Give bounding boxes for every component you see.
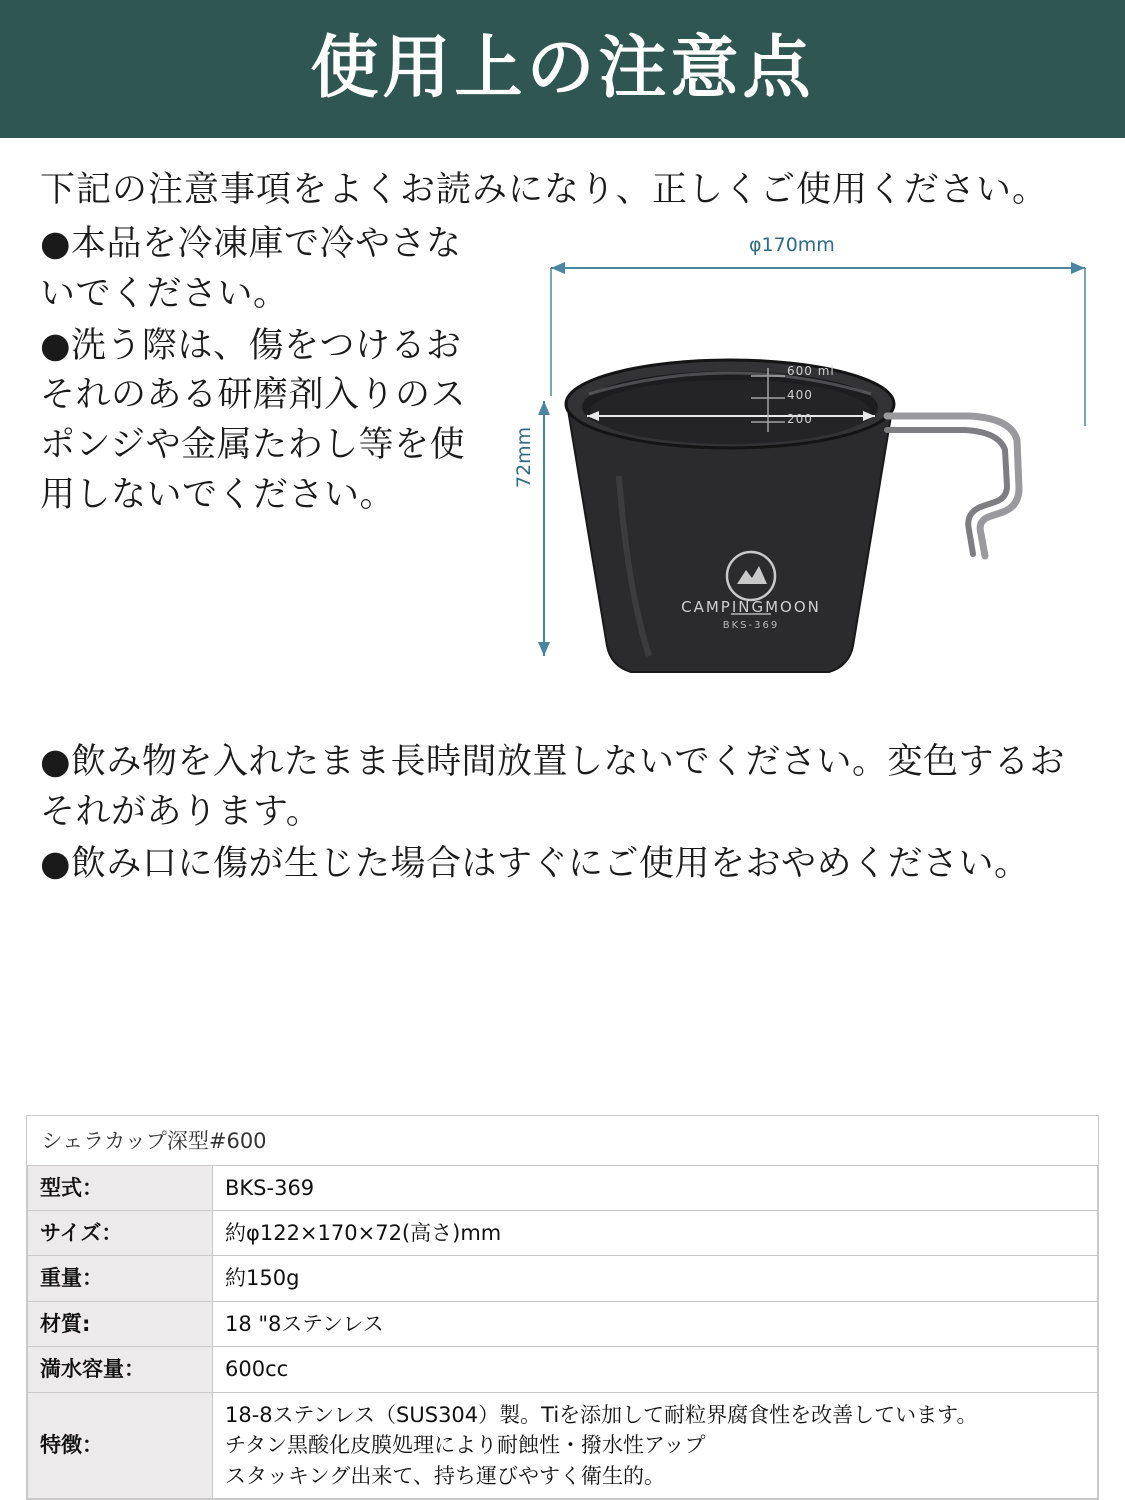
bullet-item: ●本品を冷凍庫で冷やさないでください。	[40, 224, 462, 314]
table-row	[28, 1347, 1098, 1392]
table-row	[28, 1210, 1098, 1255]
spec-key: 満水容量：	[28, 1347, 213, 1392]
spec-key: 重量：	[28, 1256, 213, 1301]
spec-value-line: チタン黒酸化皮膜処理により耐蝕性・撥水性アップ	[225, 1433, 706, 1458]
intro-text: 下記の注意事項をよくお読みになり、正しくご使用ください。	[40, 170, 1049, 210]
spec-value: 約150g	[213, 1256, 1098, 1301]
spec-key: 特徴：	[28, 1392, 213, 1498]
content-area	[0, 138, 1125, 1093]
spec-key: 材質:	[28, 1301, 213, 1346]
table-row	[28, 1392, 1098, 1498]
bullet-item: ●洗う際は、傷をつけるおそれのある研磨剤入りのスポンジや金属たわし等を使用しないでください。	[40, 325, 467, 515]
spec-value-multiline	[213, 1392, 1098, 1498]
model-label: BKS-369	[722, 620, 780, 632]
spec-table-title: シェラカップ深型#600	[28, 1116, 1098, 1165]
spec-value: 600cc	[213, 1347, 1098, 1392]
dimension-left-label: 72mm	[513, 427, 535, 489]
scale-mark-200: 200	[787, 412, 813, 427]
spec-table-container	[26, 1115, 1099, 1500]
spec-value: BKS-369	[213, 1165, 1098, 1210]
bullet-item: ●飲み物を入れたまま長時間放置しないでください。変色するおそれがあります。	[40, 742, 1066, 832]
spec-value: 約φ122×170×72(高さ)mm	[213, 1210, 1098, 1255]
spec-value: 18 "8ステンレス	[213, 1301, 1098, 1346]
spec-key: 型式：	[28, 1165, 213, 1210]
table-row	[28, 1116, 1098, 1165]
bullet-item: ●飲み口に傷が生じた場合はすぐにご使用をおやめください。	[40, 843, 1030, 884]
cup-diagram-svg	[499, 226, 1099, 716]
page-title: 使用上の注意点	[310, 29, 815, 108]
header-banner	[0, 0, 1125, 138]
table-row	[28, 1256, 1098, 1301]
spec-table	[27, 1116, 1098, 1499]
table-row	[28, 1301, 1098, 1346]
spec-value-line: 18-8ステンレス（SUS304）製。Tiを添加して耐粒界腐食性を改善しています。	[225, 1402, 978, 1427]
scale-mark-600: 600 ml	[787, 364, 835, 379]
bullets-bottom-group	[26, 738, 1099, 889]
dimension-inner-label: φ122mm	[499, 720, 618, 749]
table-row	[28, 1165, 1098, 1210]
dimension-top-label: φ170mm	[749, 234, 835, 257]
text-figure-wrap	[26, 220, 1099, 749]
diagram-canvas	[499, 226, 1099, 749]
spec-key: サイズ：	[28, 1210, 213, 1255]
brand-label: CAMPINGMOON	[681, 598, 821, 617]
spec-value-line: スタッキング出来て、持ち運びやすく衛生的。	[225, 1463, 665, 1488]
scale-mark-400: 400	[787, 388, 813, 403]
product-diagram-figure	[499, 226, 1099, 749]
